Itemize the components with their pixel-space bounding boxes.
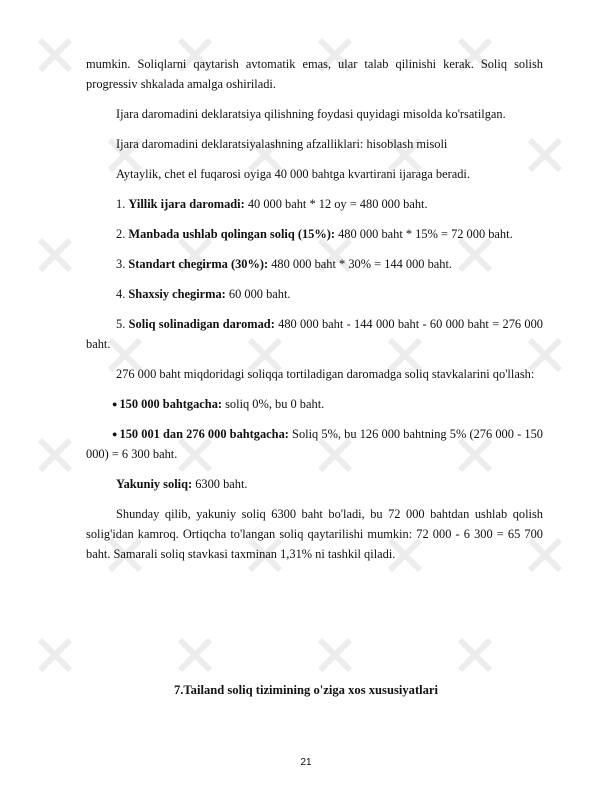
step-3	[86, 254, 543, 274]
bullet-dot-icon: ●	[112, 429, 118, 439]
step-text: 60 000 baht.	[225, 287, 291, 301]
step-1	[86, 194, 543, 214]
document-body	[86, 54, 543, 574]
paragraph-example-intro: Ijara daromadini deklaratsiya qilishning foydasi quyidagi misolda ko'rsatilgan.	[116, 107, 506, 121]
section-heading: 7.Tailand soliq tizimining o'ziga xos xususiyatlari	[173, 683, 439, 697]
page-number: 21	[300, 757, 312, 768]
bullet-dot-icon: ●	[112, 399, 118, 409]
step-label: Standart chegirma (30%):	[128, 257, 269, 271]
step-number: 2.	[116, 227, 126, 241]
step-text: 480 000 baht - 144 000 baht - 60 000 baht = 276 000 baht.	[86, 317, 543, 351]
step-number: 3.	[116, 257, 126, 271]
paragraph-intro: mumkin. Soliqlarni qaytarish avtomatik emas, ular talab qilinishi kerak. Soliq solish progressiv shkalada amalga oshiriladi.	[86, 57, 543, 91]
step-label: Shaxsiy chegirma:	[128, 287, 226, 301]
step-text: 480 000 baht * 15% = 72 000 baht.	[334, 227, 513, 241]
bullet-text: soliq 0%, bu 0 baht.	[222, 397, 325, 411]
step-number: 1.	[116, 197, 126, 211]
bullet-item-1	[86, 394, 543, 414]
bullet-text: Soliq 5%, bu 126 000 bahtning 5% (276 000 - 150 000) = 6 300 baht.	[86, 427, 543, 461]
paragraph-conclusion: Shunday qilib, yakuniy soliq 6300 baht bo'ladi, bu 72 000 bahtdan ushlab qolish solig'idan kamroq. Ortiqcha to'langan soliq qaytarilishi mumkin: 72 000 - 6 300 = 65 700 baht. Samarali soliq stavkasi taxminan 1,31% ni tashkil qiladi.	[86, 507, 543, 561]
step-4	[86, 284, 543, 304]
paragraph-apply-rates: 276 000 baht miqdoridagi soliqqa tortiladigan daromadga soliq stavkalarini qo'llash:	[116, 367, 535, 381]
step-number: 5.	[116, 317, 126, 331]
paragraph-example-title: Ijara daromadini deklaratsiyalashning afzalliklari: hisoblash misoli	[116, 137, 448, 151]
bullet-label: 150 001 dan 276 000 bahtgacha:	[119, 427, 289, 441]
step-number: 4.	[116, 287, 126, 301]
step-text: 40 000 baht * 12 oy = 480 000 baht.	[244, 197, 428, 211]
step-5	[86, 314, 543, 354]
final-tax	[86, 474, 543, 494]
step-label: Soliq solinadigan daromad:	[128, 317, 275, 331]
step-label: Yillik ijara daromadi:	[128, 197, 245, 211]
step-label: Manbada ushlab qolingan soliq (15%):	[128, 227, 335, 241]
paragraph-assumption: Aytaylik, chet el fuqarosi oyiga 40 000 bahtga kvartirani ijaraga beradi.	[116, 167, 470, 181]
step-text: 480 000 baht * 30% = 144 000 baht.	[268, 257, 453, 271]
final-tax-label: Yakuniy soliq:	[116, 477, 193, 491]
step-2	[86, 224, 543, 244]
bullet-item-2	[86, 424, 543, 464]
final-tax-value: 6300 baht.	[192, 477, 248, 491]
bullet-label: 150 000 bahtgacha:	[119, 397, 223, 411]
